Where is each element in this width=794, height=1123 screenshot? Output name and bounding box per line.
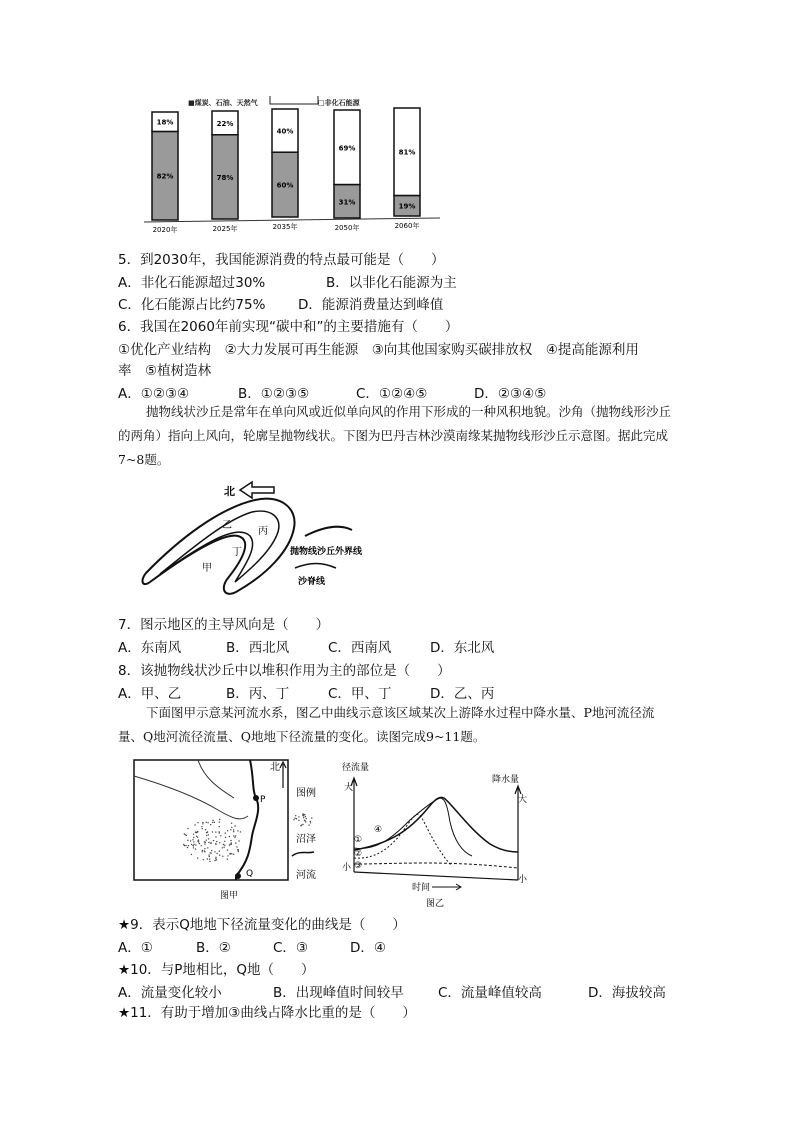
energy-bar-chart [140,92,460,242]
bar-label-nonfossil: 22% [216,119,234,128]
q5-option-a[interactable]: A．非化石能源超过30% [118,275,266,291]
q5-option-d[interactable]: D．能源消费量达到峰值 [298,297,444,313]
map-frame [134,760,288,880]
q11-stem: ★11．有助于增加③曲线占降水比重的是（ ） [118,1005,416,1021]
legend-bracket [270,96,318,104]
q8-option-b[interactable]: B．丙、丁 [226,686,290,702]
q9-option-a[interactable]: A．① [118,940,153,956]
map-caption: 图甲 [220,891,239,901]
legend-fossil: ■煤炭、石油、天然气 [188,99,258,107]
q5-options [118,274,618,292]
q6-stem: 6．我国在2060年前实现“碳中和”的主要措施有（ ） [118,319,459,335]
tributary [134,776,248,819]
legend-outer-line [305,527,352,536]
q7-option-c[interactable]: C．西南风 [328,640,392,656]
bar-label-fossil: 19% [398,202,416,211]
bar-label-nonfossil: 69% [338,144,356,153]
q5-stem: 5．到2030年，我国能源消费的特点最可能是（ ） [118,252,445,268]
map-north-label: 北 [270,762,280,773]
bar-label-nonfossil: 18% [156,118,174,127]
x-tick-label: 2020年 [152,226,178,234]
north-arrow-icon [280,762,286,788]
curve-label-3: ③ [354,861,363,871]
time-arrow-icon [432,884,461,890]
q6-items-line1: ①优化产业结构 ②大力发展可再生能源 ③向其他国家购买碳排放权 ④提高能源利用 [118,342,639,358]
q9-option-c[interactable]: C．③ [273,940,309,956]
x-tick-label: 2050年 [334,224,360,232]
q10-options [118,984,698,1002]
dune-label-ding: 丁 [232,547,242,558]
curve-label-1: ① [354,835,363,845]
q6-option-d[interactable]: D．②③④⑤ [474,386,547,402]
dune-ridge-line [160,511,279,582]
legend-river-symbol [292,852,314,856]
left-axis-small: 小 [342,863,352,873]
dune-figure [140,478,410,613]
q8-option-a[interactable]: A．甲、乙 [118,686,182,702]
flow-chart-figure [340,760,540,910]
bar-label-fossil: 78% [216,173,234,182]
point-q [235,873,241,879]
q7-option-a[interactable]: A．东南风 [118,640,182,656]
x-tick-label: 2060年 [394,222,420,230]
x-tick-label: 2035年 [272,223,298,231]
q9-option-b[interactable]: B．② [196,940,231,956]
left-axis-title: 径流量 [342,763,370,773]
label-p: P [260,795,266,805]
legend-river-label: 河流 [296,870,316,881]
dune-label-yi: 乙 [222,520,232,531]
bar-label-nonfossil: 81% [398,148,416,157]
wind-arrow-icon [240,482,274,498]
q10-option-a[interactable]: A．流量变化较小 [118,985,222,1001]
flow-caption: 图乙 [426,899,445,909]
bar-label-fossil: 31% [338,198,356,207]
x-axis [354,872,518,880]
q9-stem: ★9．表示Q地地下径流量变化的曲线是（ ） [118,917,406,933]
q8-stem: 8．该抛物线状沙丘中以堆积作用为主的部位是（ ） [118,663,451,679]
q6-option-b[interactable]: B．①②③⑤ [238,386,310,402]
river-map-figure [128,758,338,908]
q6-option-c[interactable]: C．①②④⑤ [356,386,428,402]
q9-options [118,939,518,957]
label-q: Q [246,869,254,879]
curve-label-4: ④ [374,825,383,835]
bar-label-fossil: 60% [276,181,294,190]
passage-river [118,701,678,749]
q7-options [118,639,618,657]
point-p [253,795,259,801]
legend-title: 图例 [296,788,316,799]
q6-option-a[interactable]: A．①②③④ [118,386,190,402]
legend-outer-label: 抛物线沙丘外界线 [290,547,363,557]
legend-marsh-symbol [293,813,312,826]
q8-option-d[interactable]: D．乙、丙 [430,686,495,702]
q5-option-b[interactable]: B．以非化石能源为主 [326,275,457,291]
right-axis-title: 降水量 [492,775,520,785]
q7-stem: 7．图示地区的主导风向是（ ） [118,617,330,633]
main-river [236,760,258,880]
dune-north-label: 北 [224,485,235,498]
q7-option-d[interactable]: D．东北风 [430,640,495,656]
q6-items-line2: 率 ⑤植树造林 [118,363,212,379]
x-tick-label: 2025年 [212,225,238,233]
legend-ridge-label: 沙脊线 [298,577,326,587]
q8-option-c[interactable]: C．甲、丁 [328,686,392,702]
bar-label-fossil: 82% [156,172,174,181]
dune-label-jia: 甲 [202,563,212,574]
dune-label-bing: 丙 [258,526,268,537]
right-axis-big: 大 [518,795,528,805]
q10-option-b[interactable]: B．出现峰值时间较早 [273,985,404,1001]
q10-stem: ★10．与P地相比，Q地（ ） [118,962,315,978]
q7-option-b[interactable]: B．西北风 [226,640,290,656]
curve-2 [354,814,452,866]
x-axis-label: 时间 [412,883,431,893]
bar-label-nonfossil: 40% [276,127,294,136]
legend-ridge-line [295,564,336,569]
q10-option-d[interactable]: D．海拔较高 [588,985,666,1001]
passage-dune [118,400,678,472]
marsh-area [183,819,241,862]
left-axis-big: 大 [344,783,354,793]
q9-option-d[interactable]: D．④ [350,940,386,956]
curve-1 [354,798,472,856]
right-axis-small: 小 [518,875,528,885]
curve-label-2: ② [354,849,363,859]
passage-dune-text: 抛物线状沙丘是常年在单向风或近似单向风的作用下形成的一种风积地貌。沙角（抛物线形沙丘的两角）指向上风向，轮廓呈抛物线状。下图为巴丹吉林沙漠南缘某抛物线形沙丘示意图。据此完成7~8题。 [118,404,672,467]
legend-marsh-label: 沼泽 [296,834,316,845]
q10-option-c[interactable]: C．流量峰值较高 [438,985,542,1001]
tributary [198,760,234,798]
q5-option-c[interactable]: C．化石能源占比约75% [118,297,266,313]
curve-3 [354,863,518,868]
legend-nonfossil: □非化石能源 [318,99,360,107]
passage-river-text: 下面图甲示意某河流水系，图乙中曲线示意该区域某次上游降水过程中降水量、P地河流径流量、Q地河流径流量、Q地地下径流量的变化。读图完成9~11题。 [118,705,655,744]
